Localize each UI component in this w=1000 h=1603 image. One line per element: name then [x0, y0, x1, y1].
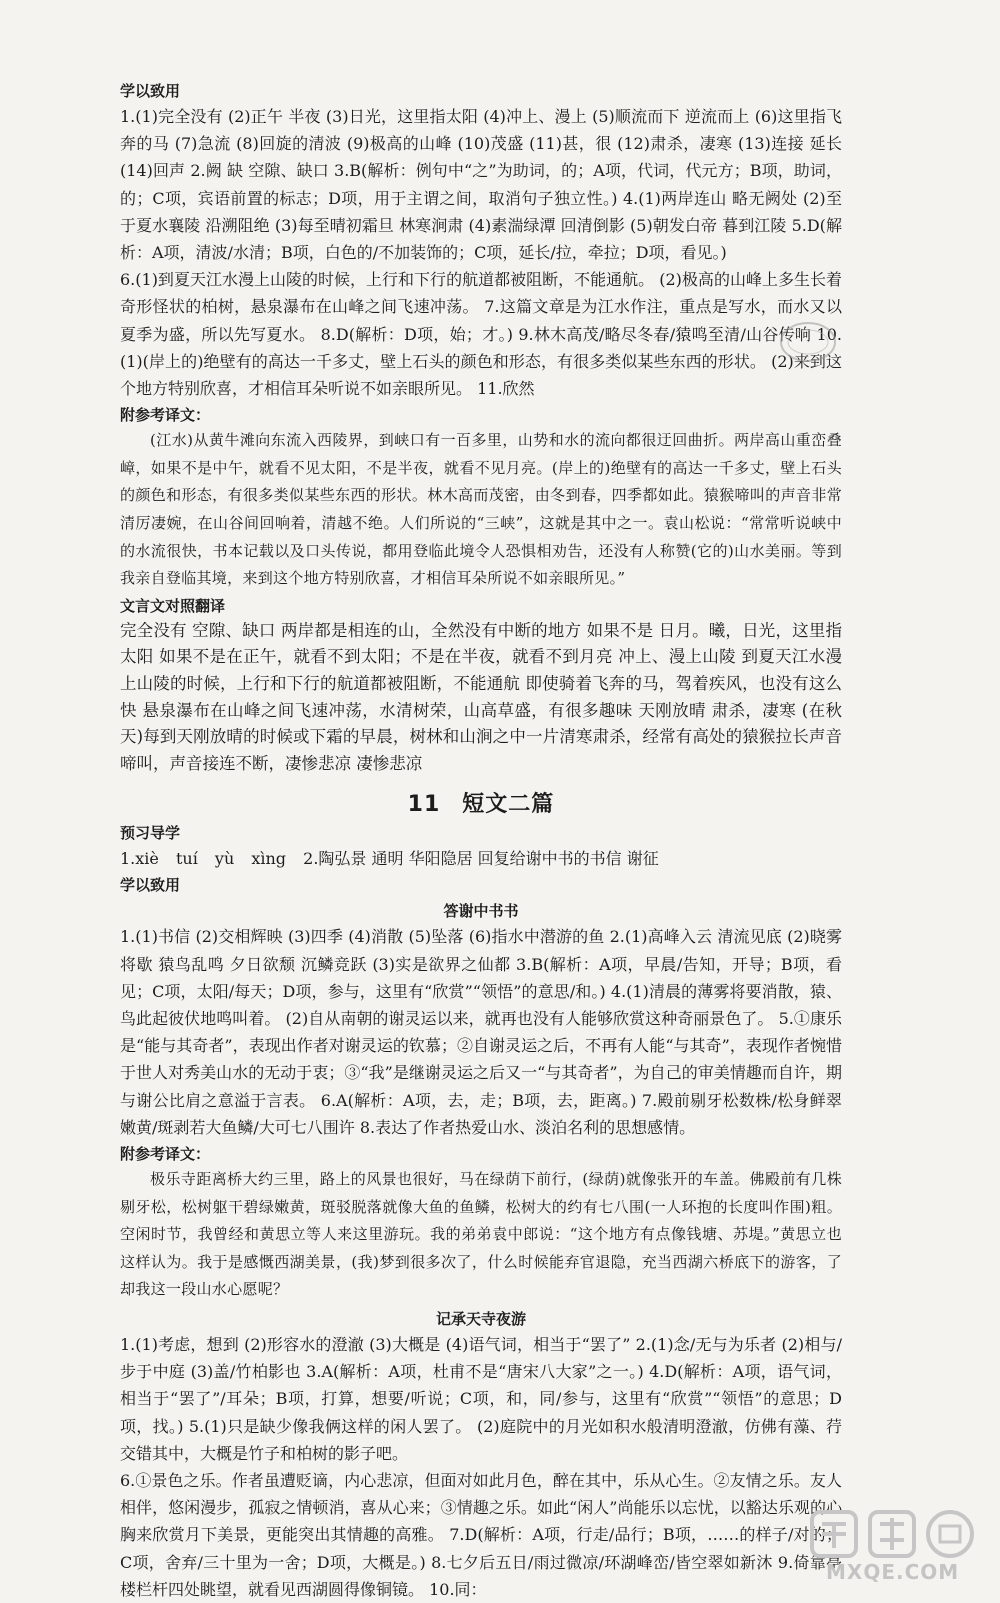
answer-paragraph: 6.①景色之乐。作者虽遭贬谪，内心悲凉，但面对如此月色，醉在其中，乐从心生。②友情之乐。友人相伴，悠闲漫步，孤寂之情顿消，喜从心来；③情趣之乐。如此“闲人”尚能乐以忘忧，以豁达乐观的心胸来欣赏月下美景，更能突出其情趣的高雅。 7.D(解析：A项，行走/品行；B项，……的样子/对的；C项，舍弃/三十里为一舍；D项，大概是。) 8.七夕后五日/雨过微凉/环湖峰峦/皆空翠如新沐 9.倚靠亭楼栏杆四处眺望，就看见西湖圆得像铜镜。 10.同： — [120, 1470, 842, 1599]
stamp-icon — [778, 318, 838, 366]
pinyin-item: tuí — [175, 849, 198, 869]
section-label-practice-2: 学以致用 — [120, 876, 181, 895]
pinyin-item: xìng — [251, 849, 287, 869]
watermark — [808, 1506, 978, 1586]
chapter-heading — [120, 787, 842, 818]
pinyin-item: yù — [214, 849, 235, 869]
preview-answers — [120, 845, 842, 872]
watermark-url: MXQE.COM — [826, 1560, 960, 1584]
section-label-preview: 预习导学 — [120, 824, 181, 843]
pinyin-item: 1.xiè — [120, 849, 159, 869]
answer-paragraph: 1.(1)考虑，想到 (2)形容水的澄澈 (3)大概是 (4)语气词，相当于“罢了” 2.(1)念/无与为乐者 (2)相与/步于中庭 (3)盖/竹柏影也 3.A(解析：A项，杜甫不是“唐宋八大家”之一。) 4.D(解析：A项，语气词，相当于“罢了”/耳朵；B项，打算，想要/听说；C项，和，同/参与，这里有“欣赏”“领悟”的意思；D项，找。) 5.(1)只是缺少像我俩这样的闲人罢了。 (2)庭院中的月光如积水般清明澄澈，仿佛有藻、荇交错其中，大概是竹子和柏树的影子吧。 — [120, 1334, 842, 1463]
reference-translation-label: 附参考译文： — [120, 1144, 211, 1163]
preview-rest: 2.陶弘景 通明 华阳隐居 回复给谢中书的书信 谢征 — [303, 849, 659, 869]
section-label-practice: 学以致用 — [120, 82, 181, 100]
answer-paragraph: 1.(1)完全没有 (2)正午 半夜 (3)日光，这里指太阳 (4)冲上、漫上 (5)顺流而下 逆流而上 (6)这里指飞奔的马 (7)急流 (8)回旋的清波 (9)极高的山峰 (10)茂盛 (11)甚，很 (12)肃杀，凄寒 (13)连接 延长 (14)回声 2.阙 缺 空隙、缺口 3.B(解析：例句中“之”为助词，的；A项，代词，代元方；B项，助词，的；C项，宾语前置的标志；D项，用于主谓之间，取消句子独立性。) 4.(1)两岸连山 略无阙处 (2)至于夏水襄陵 沿溯阻绝 (3)每至晴初霜旦 林寒涧肃 (4)素湍绿潭 回清倒影 (5)朝发白帝 暮到江陵 5.D(解析：A项，清波/水清；B项，白色的/不加装饰的；C项，延长/拉，牵拉；D项，看见。) — [120, 107, 842, 263]
piece-title: 记承天寺夜游 — [435, 1309, 526, 1328]
parallel-translation-label: 文言文对照翻译 — [120, 596, 226, 615]
answer-paragraph: 1.(1)书信 (2)交相辉映 (3)四季 (4)消散 (5)坠落 (6)指水中潜游的鱼 2.(1)高峰入云 清流见底 (2)晓雾将歇 猿鸟乱鸣 夕日欲颓 沉鳞竞跃 (3)实是欲界之仙都 3.B(解析：A项，早晨/告知，开导；B项，看见；C项，太阳/每天；D项，参与，这里有“欣赏”“领悟”的意思/和。) 4.(1)清晨的薄雾将要消散，猿、鸟此起彼伏地鸣叫着。 (2)自从南朝的谢灵运以来，就再也没有人能够欣赏这种奇丽景色了。 5.①康乐是“能与其奇者”，表现出作者对谢灵运的钦慕；②自谢灵运之后，不再有人能“与其奇”，表现作者惋惜于世人对秀美山水的无动于衷；③“我”是继谢灵运之后又一“与其奇者”，为自己的审美情趣而自许，期与谢公比肩之意溢于言表。 6.A(解析：A项，去，走；B项，去，距离。) 7.殿前剔牙松数株/松身鲜翠嫩黄/斑剥若大鱼鳞/大可七八围许 8.表达了作者热爱山水、淡泊名利的思想感情。 — [120, 927, 842, 1137]
watermark-logo-icon — [808, 1506, 978, 1560]
reference-translation-text: (江水)从黄牛滩向东流入西陵界，到峡口有一百多里，山势和水的流向都很迂回曲折。两岸高山重峦叠嶂，如果不是中午，就看不见太阳，不是半夜，就看不见月亮。(岸上的)绝壁有的高达一千多丈，壁上石头的颜色和形态，有很多类似某些东西的形状。林木高而茂密，由冬到春，四季都如此。猿猴啼叫的声音非常清厉凄婉，在山谷间回响着，清越不绝。人们所说的“三峡”，这就是其中之一。袁山松说：“常常听说峡中的水流很快，书本记载以及口头传说，都用登临此境令人恐惧相劝告，还没有人称赞(它的)山水美丽。等到我亲自登临其境，来到这个地方特别欣喜，才相信耳朵所说不如亲眼所见。” — [120, 431, 842, 588]
reference-translation-label: 附参考译文： — [120, 406, 211, 425]
chapter-number: 11 — [407, 792, 441, 818]
parallel-translation-text: 完全没有 空隙、缺口 两岸都是相连的山，全然没有中断的地方 如果不是 日月。曦，日光，这里指太阳 如果不是在正午，就看不到太阳；不是在半夜，就看不到月亮 冲上、漫上山陵 到夏天江水漫上山陵的时候，上行和下行的航道都被阻断，不能通航 即使骑着飞奔的马，驾着疾风，也没有这么快 悬泉瀑布在山峰之间飞速冲荡，水清树荣，山高草盛，有很多趣味 天刚放晴 肃杀，凄寒 (在秋天)每到天刚放晴的时候或下霜的早晨，树林和山涧之中一片清寒肃杀，经常有高处的猿猴拉长声音啼叫，声音接连不断，凄惨悲凉 凄惨悲凉 — [120, 620, 842, 773]
reference-translation-text: 极乐寺距离桥大约三里，路上的风景也很好，马在绿荫下前行，(绿荫)就像张开的车盖。佛殿前有几株剔牙松，松树躯干碧绿嫩黄，斑驳脱落就像大鱼的鱼鳞，松树大的约有七八围(一人环抱的长度叫作围)粗。空闲时节，我曾经和黄思立等人来这里游玩。我的弟弟袁中郎说：“这个地方有点像钱塘、苏堤。”黄思立也这样认为。我于是感慨西湖美景，(我)梦到很多次了，什么时候能弃官退隐，充当西湖六桥底下的游客，了却我这一段山水心愿呢？ — [120, 1169, 842, 1299]
answer-paragraph: 6.(1)到夏天江水漫上山陵的时候，上行和下行的航道都被阻断，不能通航。 (2)极高的山峰上多生长着奇形怪状的柏树，悬泉瀑布在山峰之间飞速冲荡。 7.这篇文章是为江水作注，重点是写水，而水又以夏季为盛，所以先写夏水。 8.D(解析：D项，始；才。) 9.林木高茂/略尽冬春/猿鸣至清/山谷传响 10.(1)(岸上的)绝壁有的高达一千多丈，壁上石头的颜色和形态，有很多类似某些东西的形状。 (2)来到这个地方特别欣喜，才相信耳朵听说不如亲眼所见。 11.欣然 — [120, 270, 842, 399]
piece-title: 答谢中书书 — [443, 902, 519, 921]
chapter-title: 短文二篇 — [462, 792, 555, 818]
